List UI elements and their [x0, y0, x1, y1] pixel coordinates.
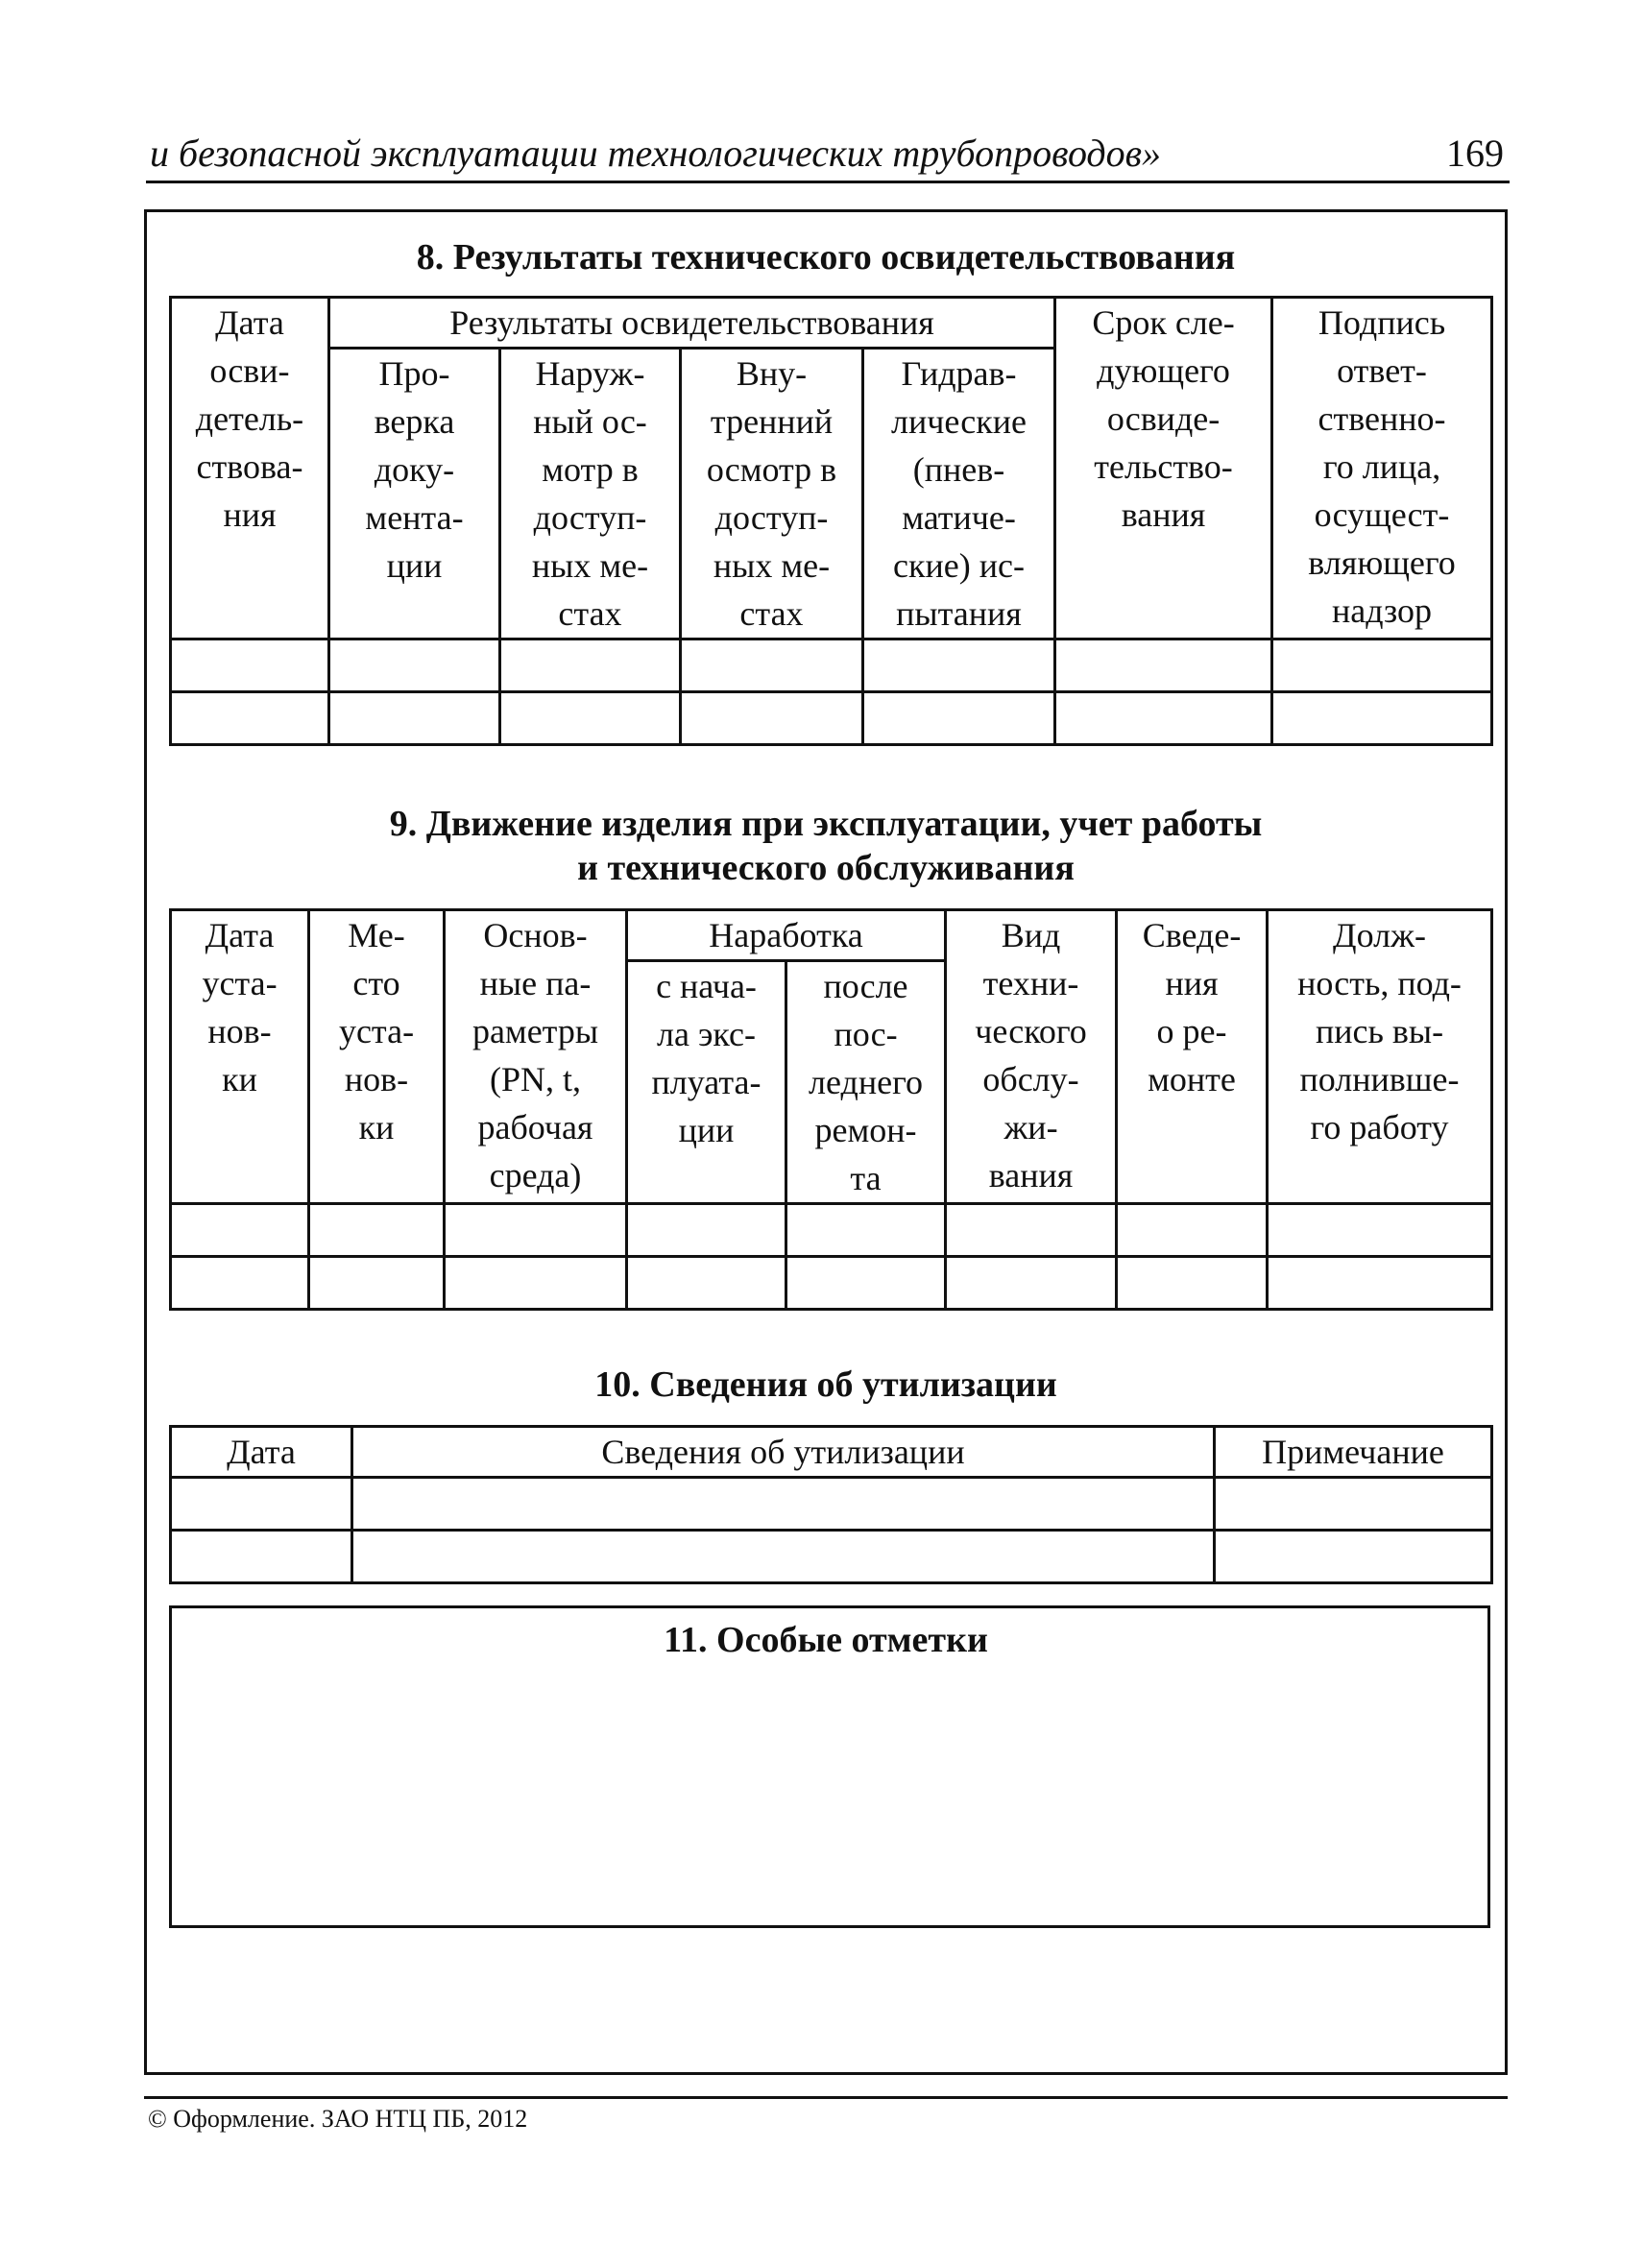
- s9-header-install-place: Ме- сто уста- нов- ки: [309, 910, 445, 1204]
- blank-cell[interactable]: [1272, 639, 1492, 692]
- s9-header-service-type: Вид техни- ческого обслу- жи- вания: [946, 910, 1117, 1204]
- s10-header-date: Дата: [171, 1427, 352, 1478]
- section9-table: [169, 908, 1493, 1311]
- blank-cell[interactable]: [1215, 1478, 1492, 1531]
- blank-cell[interactable]: [1117, 1257, 1268, 1310]
- blank-cell[interactable]: [309, 1257, 445, 1310]
- blank-cell[interactable]: [863, 639, 1055, 692]
- s10-header-info: Сведения об утилизации: [352, 1427, 1215, 1478]
- s9-header-since-repair: после пос- леднего ремон- та: [786, 961, 946, 1204]
- table-row: [171, 639, 1492, 692]
- blank-cell[interactable]: [627, 1204, 786, 1257]
- blank-cell[interactable]: [171, 1478, 352, 1531]
- blank-cell[interactable]: [1055, 639, 1272, 692]
- blank-cell[interactable]: [1268, 1257, 1492, 1310]
- blank-cell[interactable]: [329, 639, 500, 692]
- s10-header-note: Примечание: [1215, 1427, 1492, 1478]
- section8-title: 8. Результаты технического освидетельствования: [416, 237, 1236, 277]
- section9-title-line2: и технического обслуживания: [577, 848, 1075, 888]
- s9-header-repair-info: Сведе- ния о ре- монте: [1117, 910, 1268, 1204]
- blank-cell[interactable]: [946, 1257, 1117, 1310]
- section10-title: 10. Сведения об утилизации: [594, 1364, 1057, 1405]
- table-row: [171, 1257, 1492, 1310]
- blank-cell[interactable]: [171, 692, 329, 745]
- page-number: 169: [1446, 132, 1504, 175]
- blank-cell[interactable]: [171, 1257, 309, 1310]
- blank-cell[interactable]: [681, 692, 863, 745]
- section8-table: [169, 296, 1493, 746]
- blank-cell[interactable]: [786, 1257, 946, 1310]
- blank-cell[interactable]: [1117, 1204, 1268, 1257]
- blank-cell[interactable]: [681, 639, 863, 692]
- blank-cell[interactable]: [786, 1204, 946, 1257]
- s8-header-signature: Подпись ответ- ственно- го лица, осущест- вляющего надзор: [1272, 298, 1492, 639]
- s8-header-hydraulic: Гидрав- лические (пнев- матиче- ские) ис- пытания: [863, 349, 1055, 639]
- s9-header-params: Основ- ные па- раметры (PN, t, рабочая среда): [445, 910, 627, 1204]
- blank-cell[interactable]: [352, 1478, 1215, 1531]
- running-head-title: и безопасной эксплуатации технологических трубопроводов»: [150, 132, 1162, 175]
- running-head: [146, 127, 1510, 183]
- blank-cell[interactable]: [309, 1204, 445, 1257]
- blank-cell[interactable]: [627, 1257, 786, 1310]
- table-row: [171, 1531, 1492, 1583]
- s8-header-internal: Вну- тренний осмотр в доступ- ных ме- стах: [681, 349, 863, 639]
- blank-cell[interactable]: [171, 639, 329, 692]
- s8-header-next-term: Срок сле- дующего освиде- тельство- вания: [1055, 298, 1272, 639]
- footer-copyright: © Оформление. ЗАО НТЦ ПБ, 2012: [148, 2105, 528, 2133]
- blank-cell[interactable]: [171, 1531, 352, 1583]
- blank-cell[interactable]: [445, 1257, 627, 1310]
- s8-header-date: Дата осви- детель- ствова- ния: [171, 298, 329, 639]
- s9-header-position-signature: Долж- ность, под- пись вы- полнивше- го работу: [1268, 910, 1492, 1204]
- s8-header-external: Наруж- ный ос- мотр в доступ- ных ме- стах: [500, 349, 681, 639]
- blank-cell[interactable]: [329, 692, 500, 745]
- s8-header-doc-check: Про- верка доку- мента- ции: [329, 349, 500, 639]
- blank-cell[interactable]: [500, 692, 681, 745]
- blank-cell[interactable]: [352, 1531, 1215, 1583]
- blank-cell[interactable]: [1268, 1204, 1492, 1257]
- blank-cell[interactable]: [946, 1204, 1117, 1257]
- s8-header-results: Результаты освидетельствования: [329, 298, 1055, 349]
- s9-header-since-start: с нача- ла экс- плуата- ции: [627, 961, 786, 1204]
- s9-header-operating-time: Наработка: [627, 910, 946, 961]
- section11-title: 11. Особые отметки: [664, 1620, 988, 1660]
- table-row: [171, 1204, 1492, 1257]
- s9-header-install-date: Дата уста- нов- ки: [171, 910, 309, 1204]
- table-row: [171, 1478, 1492, 1531]
- section9-title-line1: 9. Движение изделия при эксплуатации, учет работы: [389, 804, 1263, 844]
- blank-cell[interactable]: [1055, 692, 1272, 745]
- blank-cell[interactable]: [863, 692, 1055, 745]
- section10-table: [169, 1425, 1493, 1584]
- blank-cell[interactable]: [1272, 692, 1492, 745]
- footer-divider: [144, 2096, 1508, 2099]
- blank-cell[interactable]: [1215, 1531, 1492, 1583]
- table-row: [171, 692, 1492, 745]
- blank-cell[interactable]: [500, 639, 681, 692]
- blank-cell[interactable]: [171, 1204, 309, 1257]
- blank-cell[interactable]: [445, 1204, 627, 1257]
